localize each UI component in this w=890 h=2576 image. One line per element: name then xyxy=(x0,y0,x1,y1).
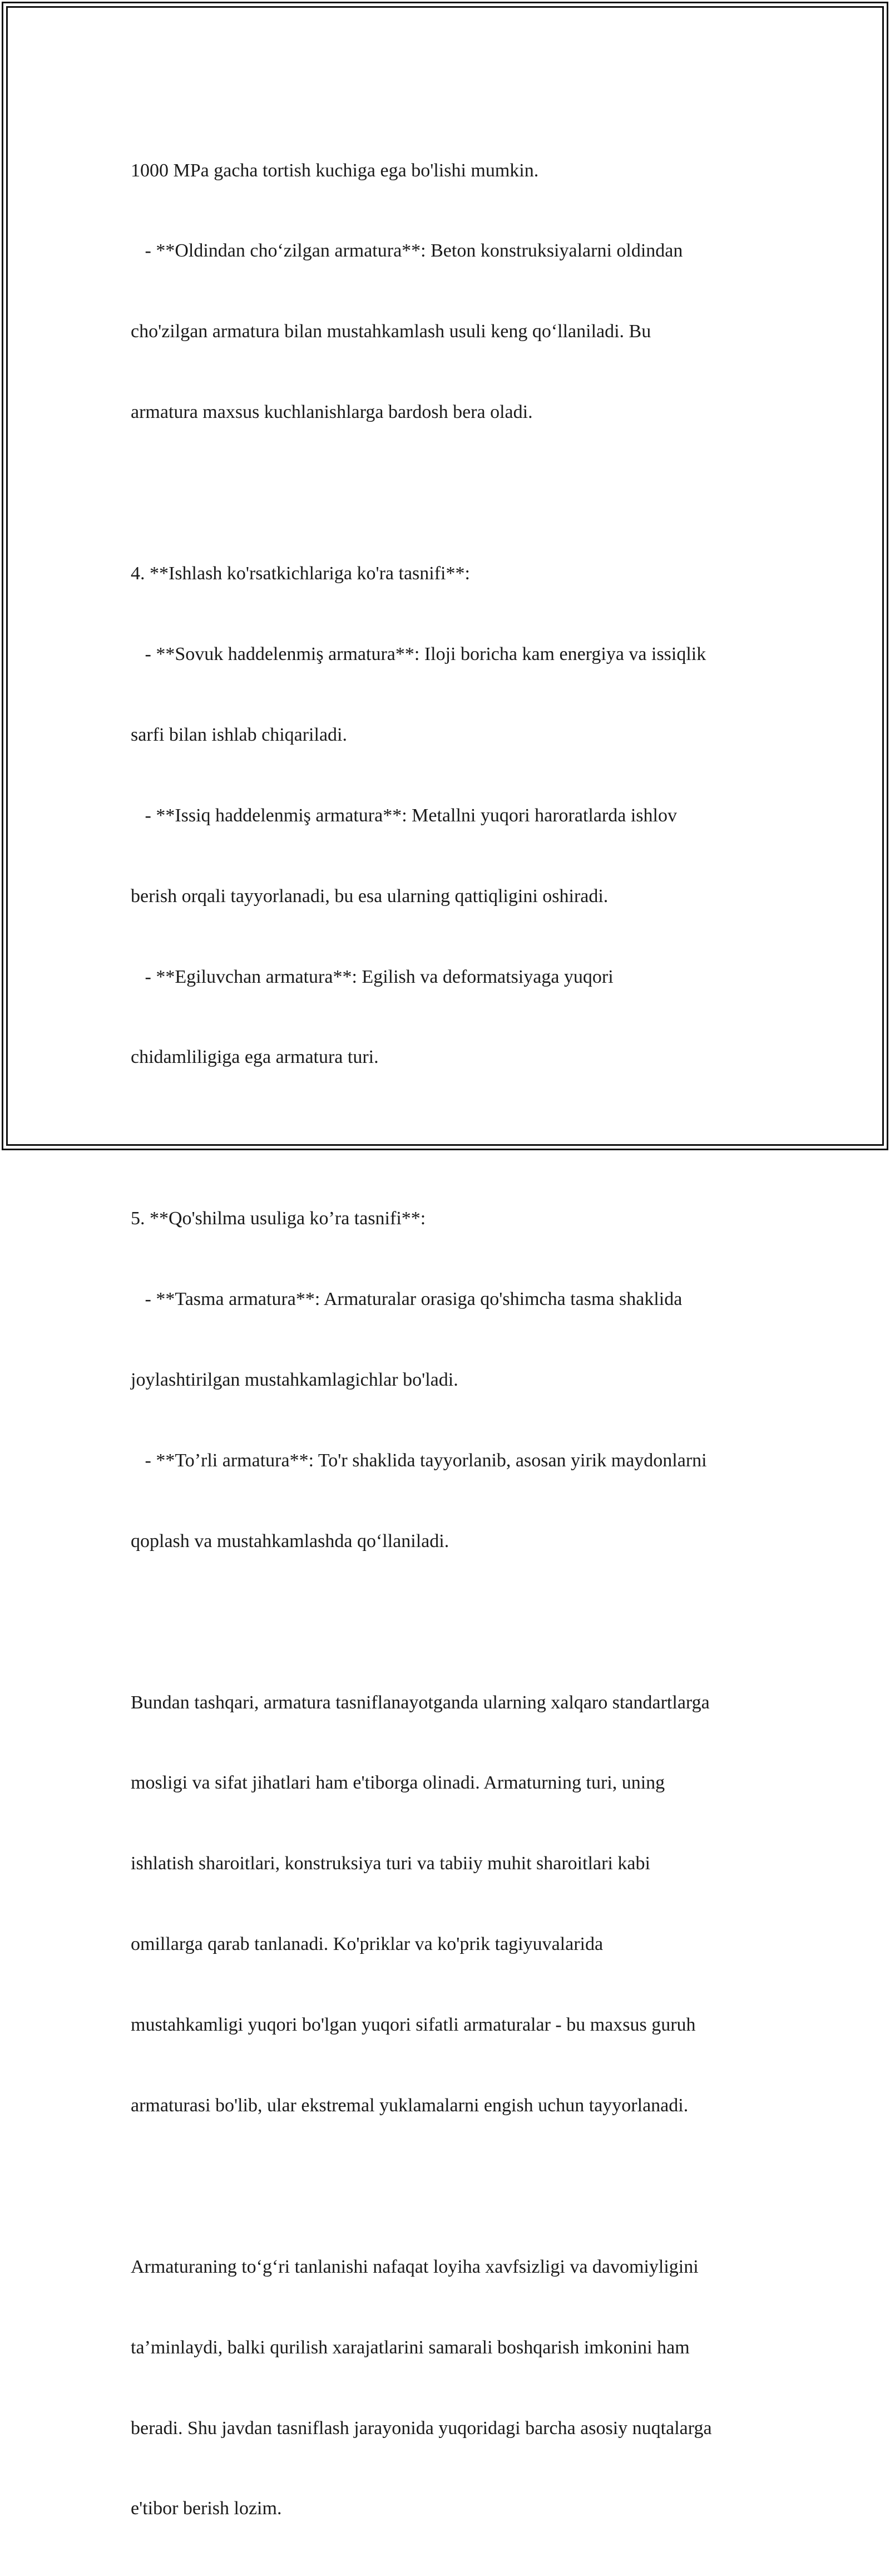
paragraph-gap xyxy=(131,480,770,506)
text-line: - **Oldindan cho‘zilgan armatura**: Beton konstruksiyalarni oldindan xyxy=(131,240,683,262)
paragraph-conclusion xyxy=(131,2200,770,2576)
text-line: - **Issiq haddelenmiş armatura**: Metallni yuqori haroratlarda ishlov xyxy=(131,805,677,826)
text-line: ta’minlaydi, balki qurilish xarajatlarini samarali boshqarish imkonini ham xyxy=(131,2337,690,2358)
text-line: - **Egiluvchan armatura**: Egilish va deformatsiyaga yuqori xyxy=(131,966,614,987)
paragraph-gap xyxy=(131,2173,770,2200)
text-line: e'tibor berish lozim. xyxy=(131,2498,282,2519)
paragraph-gap xyxy=(131,1125,770,1151)
text-line: beradi. Shu javdan tasniflash jarayonida yuqoridagi barcha asosiy nuqtalarga xyxy=(131,2417,712,2439)
text-line: omillarga qarab tanlanadi. Ko'priklar va ko'prik tagiyuvalarida xyxy=(131,1934,604,1955)
paragraph-continuation xyxy=(131,104,770,480)
paragraph-summary xyxy=(131,1636,770,2173)
document-body xyxy=(131,104,770,2576)
text-line: armatura maxsus kuchlanishlarga bardosh bera oladi. xyxy=(131,402,533,423)
section-4 xyxy=(131,506,770,1125)
text-line: - **To’rli armatura**: To'r shaklida tayyorlanib, asosan yirik maydonlarni xyxy=(131,1450,707,1471)
text-line: armaturasi bo'lib, ular ekstremal yuklamalarni engish uchun tayyorlanadi. xyxy=(131,2095,689,2116)
text-line: mosligi va sifat jihatlari ham e'tiborga olinadi. Armaturning turi, uning xyxy=(131,1772,665,1794)
paragraph-gap xyxy=(131,1609,770,1636)
text-line: Bundan tashqari, armatura tasniflanayotganda ularning xalqaro standartlarga xyxy=(131,1692,710,1713)
text-line: ishlatish sharoitlari, konstruksiya turi va tabiiy muhit sharoitlari kabi xyxy=(131,1853,650,1874)
text-line: Armaturaning to‘g‘ri tanlanishi nafaqat loyiha xavfsizligi va davomiyligini xyxy=(131,2256,699,2277)
text-line: - **Tasma armatura**: Armaturalar orasiga qo'shimcha tasma shaklida xyxy=(131,1289,683,1310)
text-line: sarfi bilan ishlab chiqariladi. xyxy=(131,724,347,745)
section-heading: 5. **Qo'shilma usuliga ko’ra tasnifi**: xyxy=(131,1208,426,1229)
text-line: berish orqali tayyorlanadi, bu esa ularning qattiqligini oshiradi. xyxy=(131,885,609,907)
section-heading: 4. **Ishlash ko'rsatkichlariga ko'ra tasnifi**: xyxy=(131,563,470,584)
text-line: mustahkamligi yuqori bo'lgan yuqori sifatli armaturalar - bu maxsus guruh xyxy=(131,2014,696,2036)
text-line: chidamliligiga ega armatura turi. xyxy=(131,1047,379,1068)
text-line: 1000 MPa gacha tortish kuchiga ega bo'lishi mumkin. xyxy=(131,160,539,181)
section-5 xyxy=(131,1152,770,1609)
text-line: qoplash va mustahkamlashda qo‘llaniladi. xyxy=(131,1530,449,1551)
text-line: cho'zilgan armatura bilan mustahkamlash usuli keng qo‘llaniladi. Bu xyxy=(131,321,651,342)
text-line: joylashtirilgan mustahkamlagichlar bo'ladi. xyxy=(131,1369,458,1390)
text-line: - **Sovuk haddelenmiş armatura**: Iloji boricha kam energiya va issiqlik xyxy=(131,643,706,664)
